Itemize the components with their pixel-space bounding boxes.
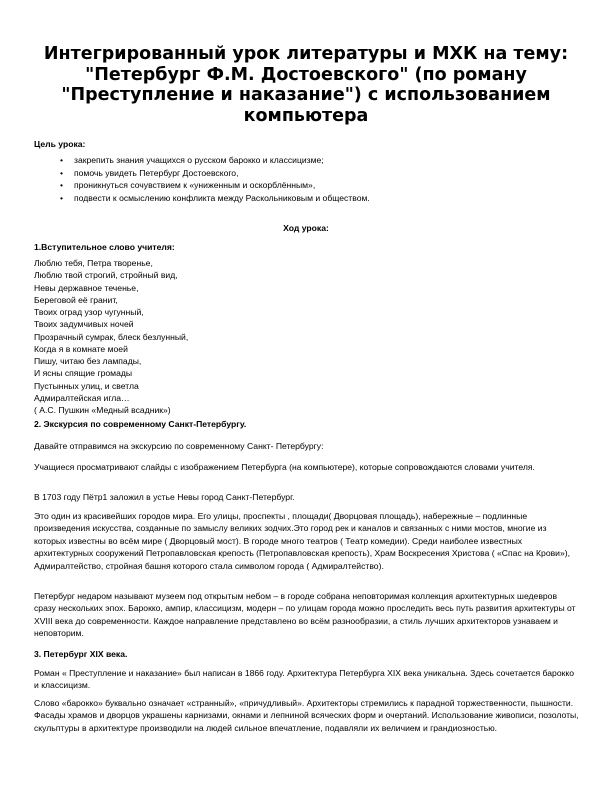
paragraph: Петербург недаром называют музеем под открытым небом – в городе собрана неповторимая коллекция архитектурных шедевров сразу нескольких эпох. Барокко, ампир, классицизм, модерн – по улицам города можно проследить весь путь развития архитектуры от XVIII века до современности. Каждое направление представлено во всём разнообразии, а стиль лучших архитекторов узнаваем и неповторим. — [34, 591, 576, 639]
poem-attribution: ( А.С. Пушкин «Медный всадник») — [34, 405, 171, 415]
poem-line: И ясны спящие громады — [34, 368, 133, 379]
poem-line: Люблю твой строгий, стройный вид, — [34, 270, 178, 281]
paragraph: Учащиеся просматривают слайды с изображением Петербурга (на компьютере), которые сопровождаются словами учителя. — [34, 462, 535, 472]
section-3-heading: 3. Петербург XIX века. — [34, 649, 128, 659]
section-2-heading: 2. Экскурсия по современному Санкт-Петербургу. — [34, 419, 247, 429]
poem-line: Люблю тебя, Петра творенье, — [34, 258, 153, 268]
title-line: "Преступление и наказание") с использованием — [61, 85, 551, 105]
goal-item: • закрепить знания учащихся о русском барокко и классицизме; — [60, 154, 560, 167]
paragraph: Это один из красивейших городов мира. Его улицы, проспекты , площади( Дворцовая площадь), набережные – подлинные произведения искусства, созданные по замыслу великих зодчих.Это город рек и каналов и связанных с ними мостов, многие из которых известны во всём мире ( Дворцовый мост). В городе много театров ( Театр комедии). Среди наиболее известных архитектурных сооружений Петропавловская крепость (Петропавловская крепость), Храм Воскресения Христова ( «Спас на Крови»), Адмиралтейство, стройная башня которого стала символом города ( Адмиралтейство). — [34, 511, 571, 571]
poem-line: Пишу, читаю без лампады, — [34, 356, 142, 366]
goal-label: Цель урока: — [34, 139, 86, 149]
poem-line: Адмиралтейская игла… — [34, 392, 130, 403]
goal-item: • помочь увидеть Петербург Достоевского, — [60, 167, 560, 180]
poem-line: Прозрачный сумрак, блеск безлунный, — [34, 331, 189, 342]
poem-line: Пустынных улиц, и светла — [34, 380, 139, 391]
poem — [34, 257, 334, 416]
poem-line: Твоих оград узор чугунный, — [34, 307, 144, 317]
poem-line: Береговой её гранит, — [34, 294, 118, 305]
title-line: "Петербург Ф.М. Достоевского" (по роману — [85, 64, 527, 85]
document-title — [40, 44, 572, 126]
goal-item: • проникнуться сочувствием к «униженным и оскорблённым», — [60, 179, 560, 192]
lesson-heading: Ход урока: — [283, 223, 329, 233]
poem-line: Когда я в комнате моей — [34, 343, 128, 354]
goal-item: • подвести к осмыслению конфликта между Раскольниковым и обществом. — [60, 192, 560, 205]
goals-list — [60, 154, 560, 205]
poem-line: Твоих задумчивых ночей — [34, 319, 134, 330]
paragraph: Роман « Преступление и наказание» был написан в 1866 году. Архитектура Петербурга XIX века уникальна. Здесь сочетается барокко и классицизм. — [34, 668, 574, 691]
poem-line: Невы державное теченье, — [34, 282, 139, 293]
section-1-heading: 1.Вступительное слово учителя: — [34, 242, 175, 252]
paragraph: В 1703 году Пётр1 заложил в устье Невы город Санкт-Петербург. — [34, 492, 295, 502]
paragraph: Слово «барокко» буквально означает «странный», «причудливый». Архитекторы стремились к парадной торжественности, пышности. Фасады храмов и дворцов украшены карнизами, окнами и лепниной всяческих форм и очертаний. Использование живописи, позолоты, скульптуры в архитектуре производили на людей сильное впечатление, подавляли их величием и грандиозностью. — [34, 698, 579, 733]
title-line: компьютера — [243, 105, 369, 126]
title-line: Интегрированный урок литературы и МХК на тему: — [43, 44, 569, 64]
paragraph: Давайте отправимся на экскурсию по современному Санкт- Петербургу: — [34, 441, 324, 451]
